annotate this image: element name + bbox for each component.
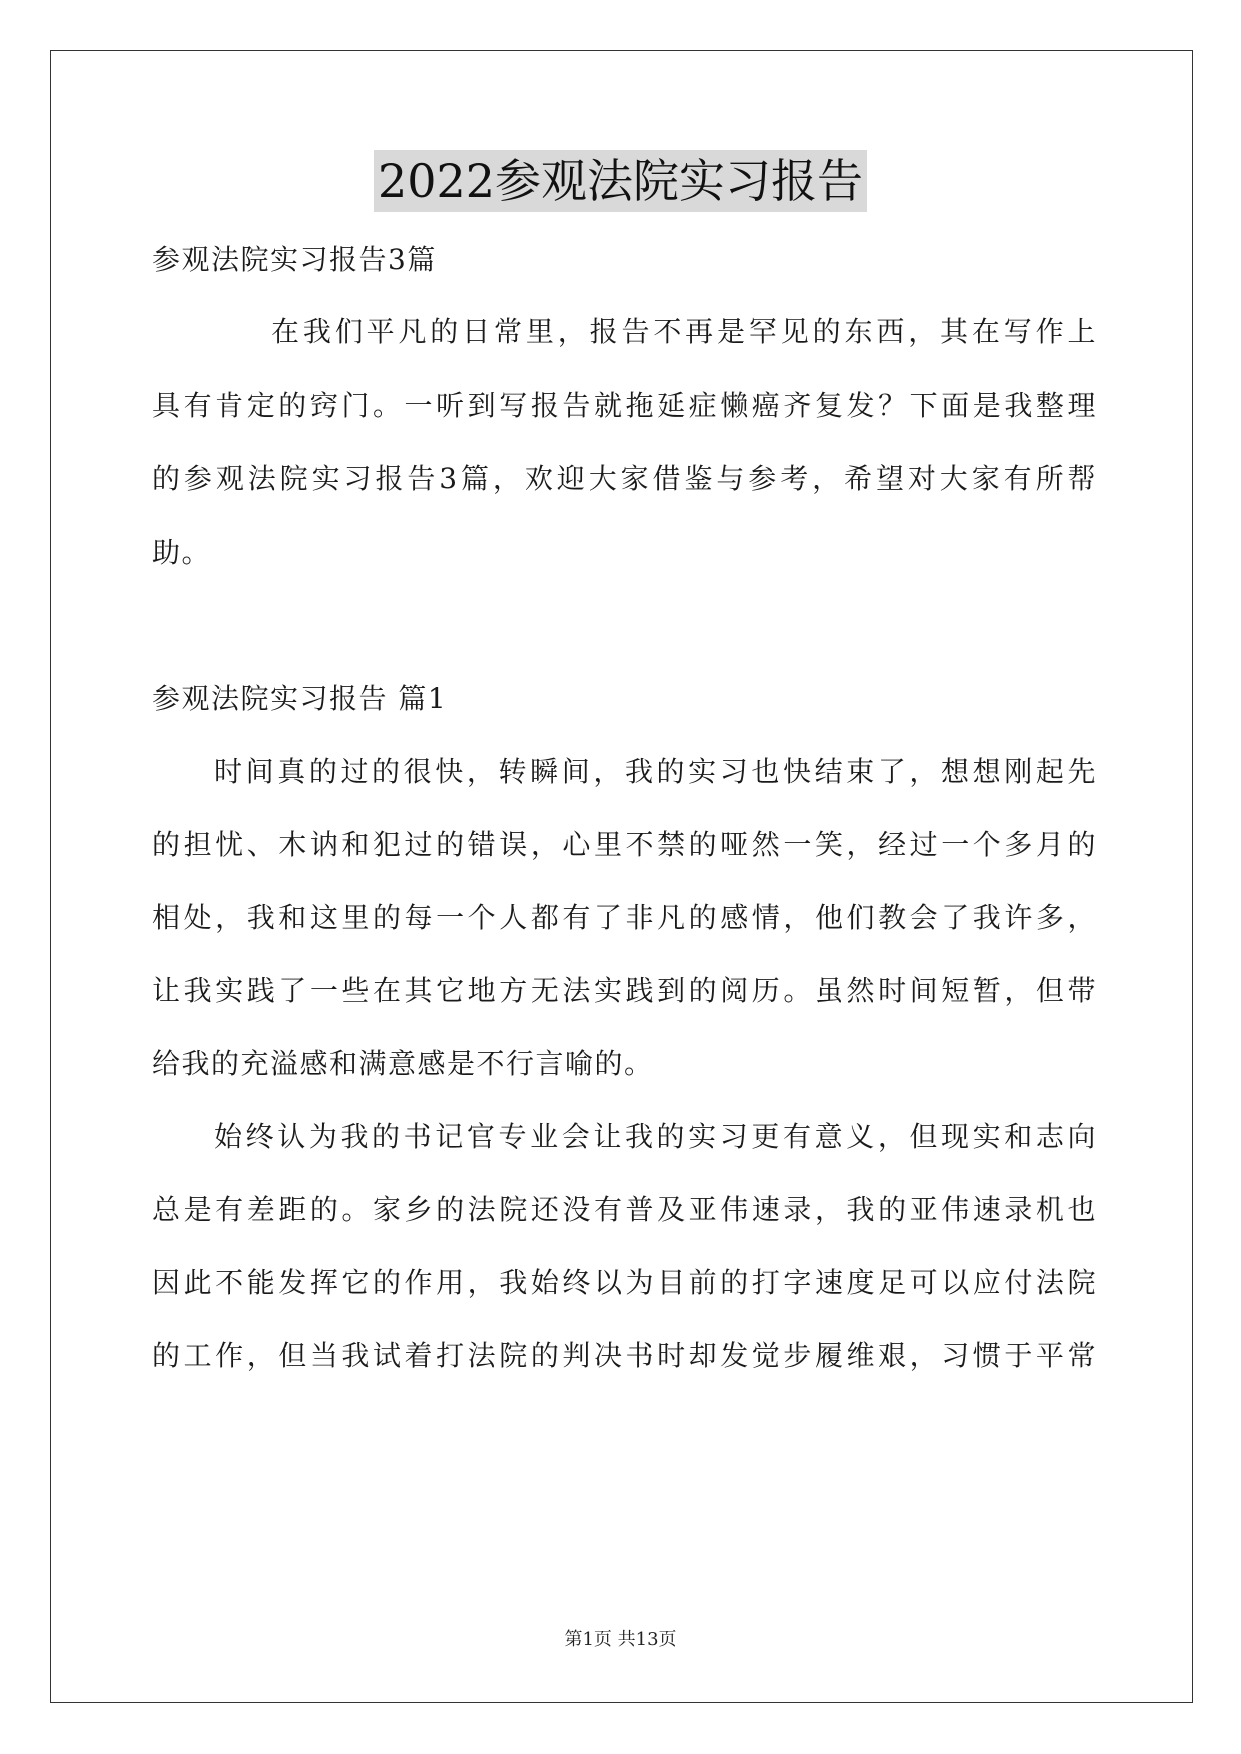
para1-line-4: 让我实践了一些在其它地方无法实践到的阅历。虽然时间短暂，但带 [152,974,1097,1007]
section-heading: 参观法院实习报告 篇1 [152,682,448,715]
para1-line-5: 给我的充溢感和满意感是不行言喻的。 [152,1047,654,1080]
page-number: 第1页 共13页 [564,1629,677,1650]
para1-line-1: 时间真的过的很快，转瞬间，我的实习也快结束了，想想刚起先 [214,755,1097,788]
document-subtitle: 参观法院实习报告3篇 [152,243,437,276]
para2-line-3: 因此不能发挥它的作用，我始终以为目前的打字速度足可以应付法院 [152,1266,1097,1299]
intro-line-4: 助。 [152,536,212,569]
para2-line-1: 始终认为我的书记官专业会让我的实习更有意义，但现实和志向 [214,1120,1097,1153]
page-border [50,50,1193,1703]
intro-line-2: 具有肯定的窍门。一听到写报告就拖延症懒癌齐复发？下面是我整理 [152,389,1097,422]
para1-line-2: 的担忧、木讷和犯过的错误，心里不禁的哑然一笑，经过一个多月的 [152,828,1097,861]
para2-line-4: 的工作，但当我试着打法院的判决书时却发觉步履维艰，习惯于平常 [152,1339,1097,1372]
document-title: 2022参观法院实习报告 [374,150,867,212]
title-container [0,150,1241,212]
intro-line-1: 在我们平凡的日常里，报告不再是罕见的东西，其在写作上 [271,315,1097,348]
para1-line-3: 相处，我和这里的每一个人都有了非凡的感情，他们教会了我许多， [152,901,1097,934]
intro-line-3: 的参观法院实习报告3篇，欢迎大家借鉴与参考，希望对大家有所帮 [152,462,1097,495]
para2-line-2: 总是有差距的。家乡的法院还没有普及亚伟速录，我的亚伟速录机也 [152,1193,1097,1226]
